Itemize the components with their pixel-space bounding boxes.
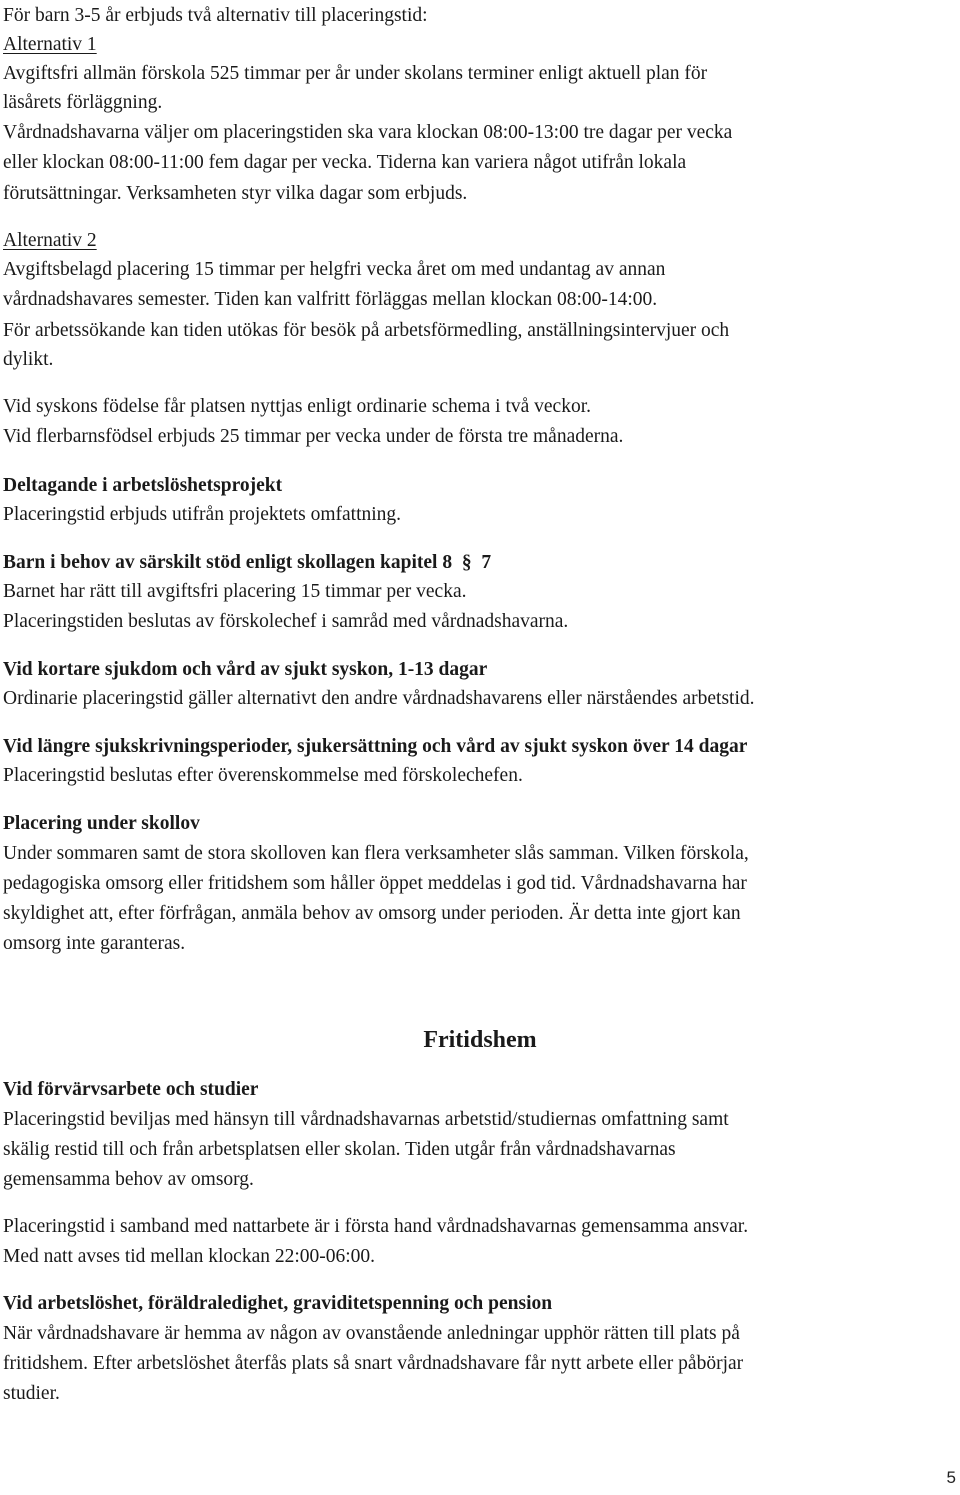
- work-line: skälig restid till och från arbetsplatsen eller skolan. Tiden utgår från vårdnadshavarnas: [3, 1139, 676, 1160]
- intro-text: För barn 3-5 år erbjuds två alternativ till placeringstid:: [3, 5, 428, 26]
- support-heading: Barn i behov av särskilt stöd enligt skollagen kapitel 8 § 7: [3, 552, 492, 573]
- night-line: Med natt avses tid mellan klockan 22:00-06:00.: [3, 1246, 376, 1267]
- paragraph-symbol: §: [461, 552, 472, 573]
- alternative-2-line: Avgiftsbelagd placering 15 timmar per helgfri vecka året om med undantag av annan: [3, 259, 666, 280]
- holiday-line: omsorg inte garanteras.: [3, 933, 186, 954]
- holiday-line: Under sommaren samt de stora skolloven kan flera verksamheter slås samman. Vilken förskola,: [3, 843, 749, 864]
- holiday-line: skyldighet att, efter förfrågan, anmäla behov av omsorg under perioden. Är detta inte gjort kan: [3, 903, 741, 924]
- siblings-line: Vid syskons födelse får platsen nyttjas enligt ordinarie schema i två veckor.: [3, 396, 592, 417]
- short-illness-line: Ordinarie placeringstid gäller alternativt den andre vårdnadshavarens eller närståendes arbetstid.: [3, 688, 755, 709]
- work-heading: Vid förvärvsarbete och studier: [3, 1079, 259, 1100]
- unemployment-line: studier.: [3, 1383, 60, 1404]
- unemployment-line: fritidshem. Efter arbetslöshet återfås plats så snart vårdnadshavare får nytt arbete eller påbörjar: [3, 1353, 744, 1374]
- alternative-1-line: läsårets förläggning.: [3, 92, 163, 113]
- long-illness-line: Placeringstid beslutas efter överenskommelse med förskolechefen.: [3, 765, 523, 786]
- alternative-1-line: förutsättningar. Verksamheten styr vilka dagar som erbjuds.: [3, 183, 468, 204]
- holiday-line: pedagogiska omsorg eller fritidshem som håller öppet meddelas i god tid. Vårdnadshavarna har: [3, 873, 747, 894]
- alternative-1-title: Alternativ 1: [3, 34, 97, 55]
- project-heading: Deltagande i arbetslöshetsprojekt: [3, 475, 283, 496]
- unemployment-heading: Vid arbetslöshet, föräldraledighet, graviditetspenning och pension: [3, 1293, 553, 1314]
- alternative-2-line: vårdnadshavares semester. Tiden kan valfritt förläggas mellan klockan 08:00-14:00.: [3, 289, 658, 310]
- long-illness-heading: Vid längre sjukskrivningsperioder, sjukersättning och vård av sjukt syskon över 14 dagar: [3, 736, 748, 757]
- holiday-heading: Placering under skollov: [3, 813, 200, 834]
- support-line: Placeringstiden beslutas av förskolechef i samråd med vårdnadshavarna.: [3, 611, 569, 632]
- night-line: Placeringstid i samband med nattarbete är i första hand vårdnadshavarnas gemensamma ansvar.: [3, 1216, 749, 1237]
- work-line: gemensamma behov av omsorg.: [3, 1169, 254, 1190]
- siblings-line: Vid flerbarnsfödsel erbjuds 25 timmar per vecka under de första tre månaderna.: [3, 426, 624, 447]
- alternative-2-line: dylikt.: [3, 349, 54, 370]
- work-line: Placeringstid beviljas med hänsyn till vårdnadshavarnas arbetstid/studiernas omfattning samt: [3, 1109, 729, 1130]
- alternative-2-title: Alternativ 2: [3, 230, 97, 251]
- alternative-2-line: För arbetssökande kan tiden utökas för besök på arbetsförmedling, anställningsintervjuer och: [3, 320, 730, 341]
- project-line: Placeringstid erbjuds utifrån projektets omfattning.: [3, 504, 402, 525]
- fritidshem-heading: Fritidshem: [423, 1027, 537, 1053]
- short-illness-heading: Vid kortare sjukdom och vård av sjukt syskon, 1-13 dagar: [3, 659, 488, 680]
- unemployment-line: När vårdnadshavare är hemma av någon av ovanstående anledningar upphör rätten till plats på: [3, 1323, 740, 1344]
- alternative-1-line: Avgiftsfri allmän förskola 525 timmar per år under skolans terminer enligt aktuell plan för: [3, 63, 708, 84]
- alternative-1-line: eller klockan 08:00-11:00 fem dagar per vecka. Tiderna kan variera något utifrån lokala: [3, 152, 687, 173]
- page-number: 5: [946, 1468, 956, 1487]
- alternative-1-line: Vårdnadshavarna väljer om placeringstiden ska vara klockan 08:00-13:00 tre dagar per vecka: [3, 122, 733, 143]
- support-line: Barnet har rätt till avgiftsfri placering 15 timmar per vecka.: [3, 581, 467, 602]
